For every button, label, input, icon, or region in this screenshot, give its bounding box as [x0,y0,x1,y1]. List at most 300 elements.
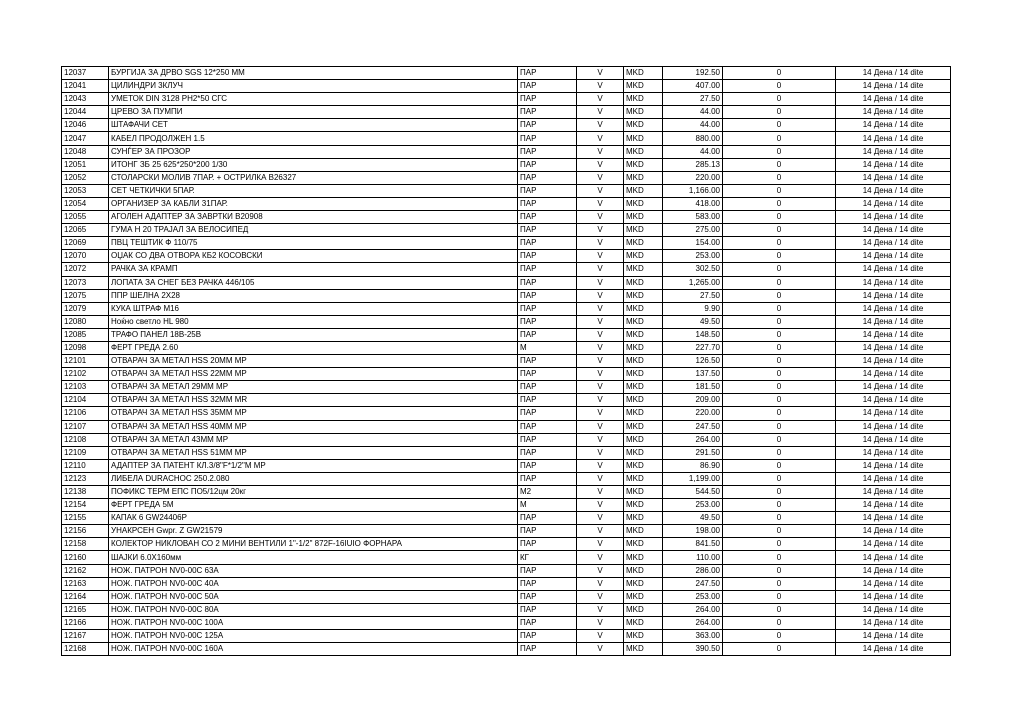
item-delivery-time: 14 Дена / 14 dite [836,551,951,564]
item-vat-flag: V [577,512,624,525]
item-vat-flag: V [577,368,624,381]
item-price: 110.00 [663,551,723,564]
item-name: АГОЛЕН АДАПТЕР ЗА ЗАВРТКИ B20908 [109,211,518,224]
item-code: 12072 [62,263,109,276]
item-unit: ПАР [518,184,577,197]
item-delivery-time: 14 Дена / 14 dite [836,158,951,171]
item-delivery-time: 14 Дена / 14 dite [836,499,951,512]
item-price: 880.00 [663,132,723,145]
item-currency: MKD [624,446,663,459]
item-name: ППР ШЕЛНА 2Х28 [109,289,518,302]
item-unit: ПАР [518,603,577,616]
item-price: 154.00 [663,237,723,250]
item-currency: MKD [624,184,663,197]
item-name: КАБЕЛ ПРОДОЛЖЕН 1.5 [109,132,518,145]
table-row [62,538,951,551]
item-code: 12167 [62,630,109,643]
item-currency: MKD [624,499,663,512]
item-price: 1,199.00 [663,472,723,485]
item-vat-flag: V [577,486,624,499]
item-quantity: 0 [723,420,836,433]
item-name: КОЛЕКТОР НИКЛОВАН СО 2 МИНИ ВЕНТИЛИ 1"-1/2" 872F-16IUIO ФОРНАРА [109,538,518,551]
table-row [62,381,951,394]
item-unit: ПАР [518,93,577,106]
item-name: УМЕТОК DIN 3128 PH2*50 СГС [109,93,518,106]
item-code: 12106 [62,407,109,420]
item-unit: ПАР [518,446,577,459]
item-currency: MKD [624,368,663,381]
item-price: 126.50 [663,355,723,368]
item-code: 12109 [62,446,109,459]
table-row [62,616,951,629]
table-row [62,276,951,289]
table-row [62,67,951,80]
item-code: 12037 [62,67,109,80]
item-quantity: 0 [723,603,836,616]
item-currency: MKD [624,224,663,237]
table-row [62,525,951,538]
item-price: 253.00 [663,499,723,512]
item-unit: ПАР [518,643,577,656]
item-code: 12108 [62,433,109,446]
item-unit: ПАР [518,197,577,210]
item-currency: MKD [624,276,663,289]
item-currency: MKD [624,616,663,629]
item-code: 12168 [62,643,109,656]
table-row [62,250,951,263]
item-quantity: 0 [723,355,836,368]
item-vat-flag: V [577,250,624,263]
item-delivery-time: 14 Дена / 14 dite [836,341,951,354]
item-delivery-time: 14 Дена / 14 dite [836,132,951,145]
item-quantity: 0 [723,67,836,80]
item-price: 27.50 [663,289,723,302]
item-name: НОЖ. ПАТРОН NV0-00C 125A [109,630,518,643]
item-code: 12069 [62,237,109,250]
item-unit: ПАР [518,315,577,328]
item-vat-flag: V [577,328,624,341]
item-currency: MKD [624,525,663,538]
item-price: 148.50 [663,328,723,341]
item-name: АДАПТЕР ЗА ПАТЕНТ КЛ.3/8"F*1/2"М МР [109,459,518,472]
item-quantity: 0 [723,512,836,525]
item-price: 44.00 [663,119,723,132]
item-name: ФЕРТ ГРЕДА 5М [109,499,518,512]
item-name: ФЕРТ ГРЕДА 2.60 [109,341,518,354]
item-delivery-time: 14 Дена / 14 dite [836,577,951,590]
item-name: ОРГАНИЗЕР ЗА КАБЛИ 31ПАР. [109,197,518,210]
item-currency: MKD [624,132,663,145]
table-row [62,211,951,224]
item-code: 12051 [62,158,109,171]
item-unit: ПАР [518,263,577,276]
item-code: 12165 [62,603,109,616]
item-delivery-time: 14 Дена / 14 dite [836,355,951,368]
item-price: 275.00 [663,224,723,237]
table-row [62,93,951,106]
item-vat-flag: V [577,276,624,289]
item-currency: MKD [624,355,663,368]
item-currency: MKD [624,67,663,80]
item-name: ПОФИКС ТЕРМ ЕПС ПО5/12цм 20кг [109,486,518,499]
item-delivery-time: 14 Дена / 14 dite [836,564,951,577]
item-quantity: 0 [723,446,836,459]
item-code: 12075 [62,289,109,302]
item-currency: MKD [624,302,663,315]
item-currency: MKD [624,263,663,276]
table-row [62,368,951,381]
item-price: 1,265.00 [663,276,723,289]
item-vat-flag: V [577,394,624,407]
item-delivery-time: 14 Дена / 14 dite [836,459,951,472]
item-vat-flag: V [577,643,624,656]
item-unit: ПАР [518,119,577,132]
item-currency: MKD [624,630,663,643]
item-vat-flag: V [577,472,624,485]
table-row [62,355,951,368]
item-unit: ПАР [518,276,577,289]
item-code: 12155 [62,512,109,525]
item-name: ОТВАРАЧ ЗА МЕТАЛ HSS 40ММ МР [109,420,518,433]
item-currency: MKD [624,643,663,656]
item-delivery-time: 14 Дена / 14 dite [836,315,951,328]
item-quantity: 0 [723,263,836,276]
item-price: 407.00 [663,80,723,93]
item-delivery-time: 14 Дена / 14 dite [836,67,951,80]
item-unit: ПАР [518,211,577,224]
item-code: 12166 [62,616,109,629]
item-currency: MKD [624,119,663,132]
item-name: НОЖ. ПАТРОН NV0-00C 40A [109,577,518,590]
item-code: 12079 [62,302,109,315]
item-currency: MKD [624,289,663,302]
item-quantity: 0 [723,499,836,512]
table-row [62,577,951,590]
item-code: 12047 [62,132,109,145]
table-row [62,590,951,603]
item-currency: MKD [624,328,663,341]
table-row [62,106,951,119]
item-name: ШАЈКИ 6.0Х160мм [109,551,518,564]
item-quantity: 0 [723,184,836,197]
item-unit: ПАР [518,616,577,629]
item-quantity: 0 [723,472,836,485]
item-code: 12162 [62,564,109,577]
item-currency: MKD [624,433,663,446]
item-name: УНАКРСЕН Gwpr. Z GW21579 [109,525,518,538]
item-vat-flag: V [577,197,624,210]
item-vat-flag: V [577,263,624,276]
item-currency: MKD [624,420,663,433]
item-price: 27.50 [663,93,723,106]
item-code: 12164 [62,590,109,603]
table-row [62,564,951,577]
item-vat-flag: V [577,132,624,145]
item-price: 44.00 [663,106,723,119]
item-vat-flag: V [577,420,624,433]
item-delivery-time: 14 Дена / 14 dite [836,106,951,119]
item-name: ЛОПАТА ЗА СНЕГ БЕЗ РАЧКА 446/105 [109,276,518,289]
table-row [62,394,951,407]
item-vat-flag: V [577,145,624,158]
item-code: 12065 [62,224,109,237]
item-delivery-time: 14 Дена / 14 dite [836,368,951,381]
item-quantity: 0 [723,341,836,354]
item-unit: М [518,499,577,512]
item-delivery-time: 14 Дена / 14 dite [836,446,951,459]
item-unit: ПАР [518,381,577,394]
item-unit: ПАР [518,564,577,577]
item-name: ОТВАРАЧ ЗА МЕТАЛ HSS 35ММ МР [109,407,518,420]
item-vat-flag: V [577,603,624,616]
table-row [62,433,951,446]
item-name: КУКА ШТРАФ М16 [109,302,518,315]
item-vat-flag: V [577,433,624,446]
item-unit: ПАР [518,132,577,145]
item-name: НОЖ. ПАТРОН NV0-00C 100A [109,616,518,629]
item-quantity: 0 [723,171,836,184]
item-code: 12054 [62,197,109,210]
item-unit: ПАР [518,538,577,551]
item-code: 12156 [62,525,109,538]
item-name: Ноќно светло HL 980 [109,315,518,328]
item-price: 181.50 [663,381,723,394]
item-quantity: 0 [723,93,836,106]
item-quantity: 0 [723,368,836,381]
item-vat-flag: V [577,459,624,472]
item-name: ОТВАРАЧ ЗА МЕТАЛ HSS 32ММ МR [109,394,518,407]
item-currency: MKD [624,93,663,106]
item-currency: MKD [624,564,663,577]
item-vat-flag: V [577,224,624,237]
item-vat-flag: V [577,106,624,119]
item-vat-flag: V [577,446,624,459]
item-price: 192.50 [663,67,723,80]
item-price: 247.50 [663,577,723,590]
item-price: 264.00 [663,616,723,629]
item-quantity: 0 [723,381,836,394]
item-currency: MKD [624,590,663,603]
item-delivery-time: 14 Дена / 14 dite [836,381,951,394]
item-delivery-time: 14 Дена / 14 dite [836,119,951,132]
item-vat-flag: V [577,355,624,368]
item-delivery-time: 14 Дена / 14 dite [836,237,951,250]
item-unit: ПАР [518,67,577,80]
item-name: КАПАК 6 GW24406P [109,512,518,525]
item-name: ОТВАРАЧ ЗА МЕТАЛ 43ММ МР [109,433,518,446]
item-currency: MKD [624,250,663,263]
item-name: ЛИБЕЛА DURACHOC 250.2.080 [109,472,518,485]
item-quantity: 0 [723,276,836,289]
item-currency: MKD [624,394,663,407]
table-row [62,132,951,145]
item-price: 390.50 [663,643,723,656]
item-price: 841.50 [663,538,723,551]
item-name: ШТАФАЧИ СЕТ [109,119,518,132]
item-price: 1,166.00 [663,184,723,197]
item-code: 12163 [62,577,109,590]
item-code: 12041 [62,80,109,93]
item-vat-flag: V [577,315,624,328]
item-quantity: 0 [723,459,836,472]
item-currency: MKD [624,381,663,394]
item-price: 253.00 [663,590,723,603]
item-name: НОЖ. ПАТРОН NV0-00C 50A [109,590,518,603]
item-vat-flag: V [577,119,624,132]
item-quantity: 0 [723,630,836,643]
item-quantity: 0 [723,119,836,132]
item-quantity: 0 [723,211,836,224]
table-row [62,512,951,525]
item-delivery-time: 14 Дена / 14 dite [836,197,951,210]
item-quantity: 0 [723,132,836,145]
item-price: 286.00 [663,564,723,577]
item-quantity: 0 [723,564,836,577]
table-row [62,643,951,656]
item-quantity: 0 [723,289,836,302]
item-currency: MKD [624,158,663,171]
item-unit: ПАР [518,289,577,302]
item-name: ПВЦ ТЕШТИК Ф 110/75 [109,237,518,250]
item-vat-flag: V [577,538,624,551]
item-unit: ПАР [518,590,577,603]
table-row [62,407,951,420]
item-quantity: 0 [723,407,836,420]
item-name: РАЧКА ЗА КРАМП [109,263,518,276]
item-delivery-time: 14 Дена / 14 dite [836,538,951,551]
table-row [62,237,951,250]
item-code: 12052 [62,171,109,184]
item-code: 12101 [62,355,109,368]
item-price: 198.00 [663,525,723,538]
item-unit: ПАР [518,472,577,485]
item-unit: ПАР [518,407,577,420]
item-name: НОЖ. ПАТРОН NV0-00C 80A [109,603,518,616]
item-unit: ПАР [518,171,577,184]
item-unit: ПАР [518,355,577,368]
item-quantity: 0 [723,616,836,629]
item-name: ГУМА Н 20 ТРАЈАЛ ЗА ВЕЛОСИПЕД [109,224,518,237]
item-vat-flag: V [577,80,624,93]
item-code: 12080 [62,315,109,328]
item-quantity: 0 [723,197,836,210]
item-vat-flag: V [577,564,624,577]
item-price: 227.70 [663,341,723,354]
item-currency: MKD [624,512,663,525]
item-vat-flag: V [577,93,624,106]
item-price: 220.00 [663,407,723,420]
item-delivery-time: 14 Дена / 14 dite [836,211,951,224]
table-row [62,341,951,354]
item-code: 12160 [62,551,109,564]
item-currency: MKD [624,315,663,328]
item-unit: ПАР [518,237,577,250]
item-vat-flag: V [577,525,624,538]
item-unit: ПАР [518,525,577,538]
item-unit: ПАР [518,577,577,590]
item-quantity: 0 [723,643,836,656]
item-code: 12110 [62,459,109,472]
item-price: 247.50 [663,420,723,433]
item-quantity: 0 [723,328,836,341]
item-unit: КГ [518,551,577,564]
item-code: 12103 [62,381,109,394]
item-unit: М2 [518,486,577,499]
item-unit: М [518,341,577,354]
item-code: 12053 [62,184,109,197]
item-delivery-time: 14 Дена / 14 dite [836,433,951,446]
item-currency: MKD [624,145,663,158]
item-quantity: 0 [723,315,836,328]
item-currency: MKD [624,341,663,354]
item-vat-flag: V [577,237,624,250]
item-quantity: 0 [723,551,836,564]
item-delivery-time: 14 Дена / 14 dite [836,93,951,106]
item-vat-flag: V [577,616,624,629]
item-quantity: 0 [723,590,836,603]
item-currency: MKD [624,577,663,590]
item-delivery-time: 14 Дена / 14 dite [836,328,951,341]
item-currency: MKD [624,603,663,616]
item-vat-flag: V [577,289,624,302]
item-unit: ПАР [518,630,577,643]
table-row [62,80,951,93]
item-delivery-time: 14 Дена / 14 dite [836,145,951,158]
price-list-body [62,67,951,656]
item-currency: MKD [624,551,663,564]
item-delivery-time: 14 Дена / 14 dite [836,184,951,197]
table-row [62,145,951,158]
item-vat-flag: V [577,577,624,590]
item-code: 12043 [62,93,109,106]
item-code: 12098 [62,341,109,354]
item-price: 44.00 [663,145,723,158]
item-unit: ПАР [518,328,577,341]
item-unit: ПАР [518,106,577,119]
item-price: 583.00 [663,211,723,224]
item-delivery-time: 14 Дена / 14 dite [836,590,951,603]
item-code: 12107 [62,420,109,433]
item-price: 9.90 [663,302,723,315]
item-unit: ПАР [518,80,577,93]
table-row [62,630,951,643]
item-quantity: 0 [723,224,836,237]
item-price: 137.50 [663,368,723,381]
item-quantity: 0 [723,577,836,590]
item-unit: ПАР [518,145,577,158]
item-quantity: 0 [723,302,836,315]
item-delivery-time: 14 Дена / 14 dite [836,616,951,629]
item-vat-flag: V [577,499,624,512]
item-price: 264.00 [663,603,723,616]
item-price: 49.50 [663,512,723,525]
item-quantity: 0 [723,486,836,499]
table-row [62,302,951,315]
item-vat-flag: V [577,381,624,394]
table-row [62,315,951,328]
item-vat-flag: V [577,184,624,197]
item-quantity: 0 [723,237,836,250]
item-quantity: 0 [723,145,836,158]
table-row [62,446,951,459]
item-currency: MKD [624,538,663,551]
item-name: ОТВАРАЧ ЗА МЕТАЛ HSS 51ММ МР [109,446,518,459]
item-code: 12055 [62,211,109,224]
item-unit: ПАР [518,158,577,171]
table-row [62,499,951,512]
item-price: 209.00 [663,394,723,407]
item-code: 12158 [62,538,109,551]
